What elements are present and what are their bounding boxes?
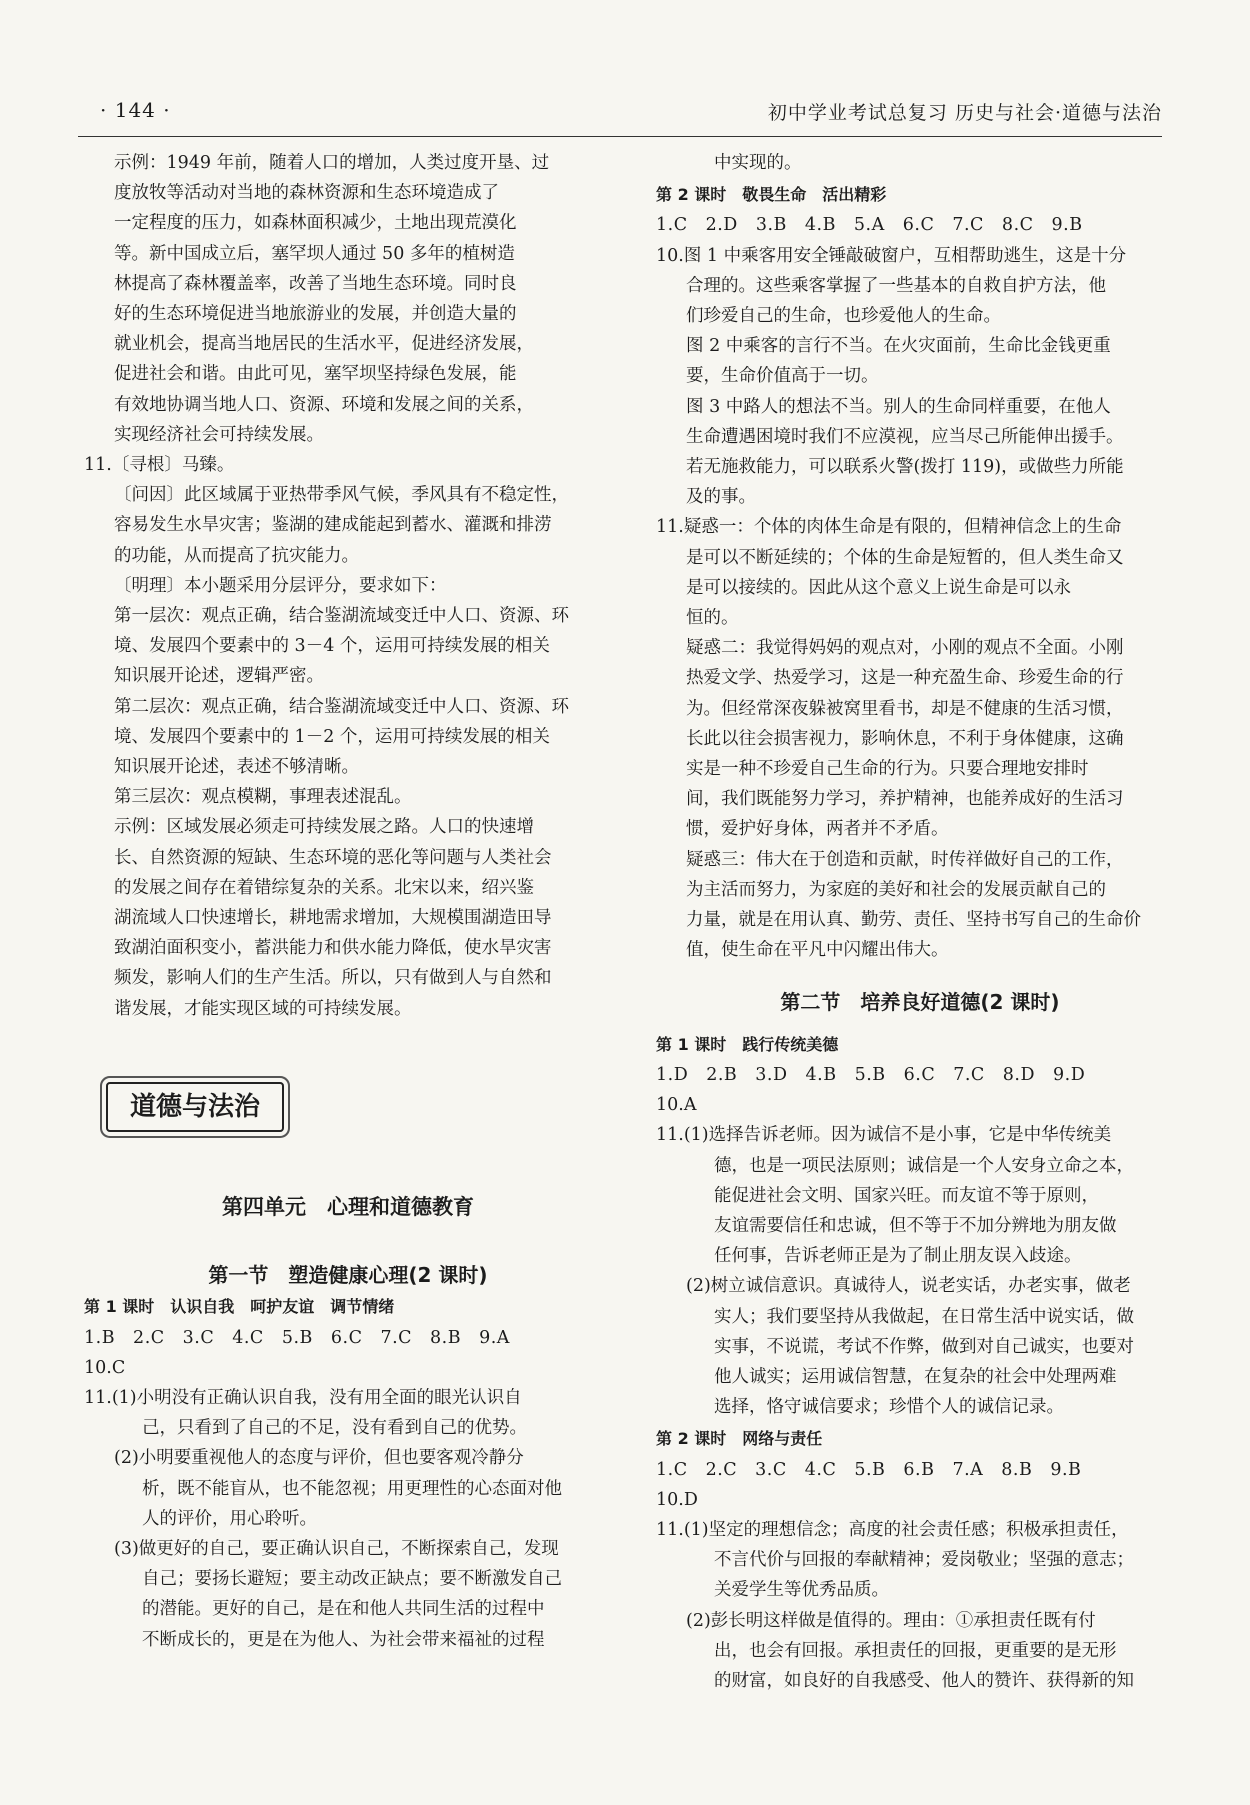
answer-line: 1.C 2.D 3.B 4.B 5.A 6.C 7.C 8.C 9.B: [656, 215, 1083, 236]
text-line: 示例：区域发展必须走可持续发展之路。人口的快速增: [114, 817, 534, 838]
text-line: 长、自然资源的短缺、生态环境的恶化等问题与人类社会: [114, 847, 552, 868]
text-line: 人的评价，用心聆听。: [142, 1508, 317, 1529]
text-line: 值，使生命在平凡中闪耀出伟大。: [686, 940, 949, 961]
text-line: 热爱文学、热爱学习，这是一种充盈生命、珍爱生命的行: [686, 668, 1124, 689]
text-line: 谐发展，才能实现区域的可持续发展。: [114, 998, 412, 1019]
text-line: 频发，影响人们的生产生活。所以，只有做到人与自然和: [114, 968, 552, 989]
answer-line: 1.D 2.B 3.D 4.B 5.B 6.C 7.C 8.D 9.D: [656, 1064, 1086, 1085]
text-line: 任何事，告诉老师正是为了制止朋友误入歧途。: [714, 1246, 1082, 1267]
right-column: [656, 148, 1184, 1696]
text-line: 知识展开论述，逻辑严密。: [114, 666, 324, 687]
text-line: 实现经济社会可持续发展。: [114, 424, 324, 445]
answer-line: 10.A: [656, 1095, 697, 1116]
text-line: 〔问因〕此区域属于亚热带季风气候，季风具有不稳定性，: [114, 485, 569, 506]
text-line: 10.图 1 中乘客用安全锤敲破窗户，互相帮助逃生，这是十分: [656, 245, 1127, 266]
text-line: 是可以接续的。因此从这个意义上说生命是可以永: [686, 577, 1071, 598]
text-line: (3)做更好的自己，要正确认识自己，不断探索自己，发现: [114, 1538, 559, 1559]
text-line: 图 2 中乘客的言行不当。在火灾面前，生命比金钱更重: [686, 336, 1111, 357]
text-line: 合理的。这些乘客掌握了一些基本的自救自护方法，他: [686, 275, 1106, 296]
text-line: 不断成长的，更是在为他人、为社会带来福祉的过程: [142, 1629, 545, 1650]
text-line: 等。新中国成立后，塞罕坝人通过 50 多年的植树造: [114, 243, 515, 264]
lesson-title: 第 1 课时 认识自我 呵护友谊 调节情绪: [84, 1297, 395, 1317]
text-line: 致湖泊面积变小，蓄洪能力和供水能力降低，使水旱灾害: [114, 938, 552, 959]
lesson-title: 第 2 课时 敬畏生命 活出精彩: [656, 185, 887, 205]
text-line: 度放牧等活动对当地的森林资源和生态环境造成了: [114, 183, 499, 204]
text-line: 中实现的。: [714, 153, 802, 173]
text-line: 境、发展四个要素中的 1－2 个，运用可持续发展的相关: [114, 726, 550, 747]
text-line: 湖流域人口快速增长，耕地需求增加，大规模围湖造田导: [114, 908, 552, 929]
text-line: 11.(1)选择告诉老师。因为诚信不是小事，它是中华传统美: [656, 1125, 1112, 1146]
text-line: 容易发生水旱灾害；鉴湖的建成能起到蓄水、灌溉和排涝: [114, 515, 552, 536]
text-line: 实人；我们要坚持从我做起，在日常生活中说实话，做: [714, 1306, 1134, 1327]
section-title: 第二节 培养良好道德(2 课时): [780, 990, 1060, 1015]
text-line: (2)小明要重视他人的态度与评价，但也要客观冷静分: [114, 1448, 524, 1469]
text-line: 促进社会和谐。由此可见，塞罕坝坚持绿色发展，能: [114, 364, 517, 385]
text-line: 他人诚实；运用诚信智慧，在复杂的社会中处理两难: [714, 1366, 1117, 1387]
text-line: 11.疑惑一：个体的肉体生命是有限的，但精神信念上的生命: [656, 517, 1122, 538]
banner-wrap: [106, 1082, 612, 1146]
subject-banner: 道德与法治: [106, 1082, 284, 1132]
text-line: (2)彭长明这样做是值得的。理由：①承担责任既有付: [686, 1610, 1096, 1631]
text-line: 林提高了森林覆盖率，改善了当地生态环境。同时良: [114, 273, 517, 294]
text-line: 第一层次：观点正确，结合鉴湖流域变迁中人口、资源、环: [114, 606, 569, 627]
text-line: 惯，爱护好身体，两者并不矛盾。: [686, 819, 949, 840]
lesson-title: 第 1 课时 践行传统美德: [656, 1034, 839, 1054]
text-line: 出，也会有回报。承担责任的回报，更重要的是无形: [714, 1640, 1117, 1661]
answer-line: 10.D: [656, 1489, 698, 1510]
text-line: 第二层次：观点正确，结合鉴湖流域变迁中人口、资源、环: [114, 696, 569, 717]
text-line: 〔明理〕本小题采用分层评分，要求如下：: [114, 575, 447, 596]
text-line: 德，也是一项民法原则；诚信是一个人安身立命之本，: [714, 1155, 1134, 1176]
text-line: 为主活而努力，为家庭的美好和社会的发展贡献自己的: [686, 879, 1106, 900]
answer-line: 1.B 2.C 3.C 4.C 5.B 6.C 7.C 8.B 9.A: [84, 1327, 510, 1348]
text-line: 要，生命价值高于一切。: [686, 366, 879, 387]
text-line: 自己；要扬长避短；要主动改正缺点；要不断激发自己: [142, 1569, 562, 1590]
book-title: 初中学业考试总复习 历史与社会·道德与法治: [767, 102, 1162, 124]
text-line: 恒的。: [686, 608, 739, 629]
text-line: 实是一种不珍爱自己生命的行为。只要合理地安排时: [686, 759, 1089, 780]
text-line: 们珍爱自己的生命，也珍爱他人的生命。: [686, 306, 1001, 327]
text-line: 若无施救能力，可以联系火警(拨打 119)，或做些力所能: [686, 457, 1124, 478]
text-line: 示例：1949 年前，随着人口的增加，人类过度开垦、过: [114, 153, 550, 173]
text-line: 的财富，如良好的自我感受、他人的赞许、获得新的知: [714, 1670, 1134, 1691]
text-line: 实事，不说谎，考试不作弊，做到对自己诚实，也要对: [714, 1336, 1134, 1357]
answer-line: 1.C 2.C 3.C 4.C 5.B 6.B 7.A 8.B 9.B: [656, 1459, 1082, 1480]
answer-line: 10.C: [84, 1357, 126, 1378]
text-line: 疑惑二：我觉得妈妈的观点对，小刚的观点不全面。小刚: [686, 638, 1124, 659]
answer-11: 11.〔寻根〕马臻。: [84, 455, 235, 476]
text-line: 就业机会，提高当地居民的生活水平，促进经济发展，: [114, 334, 534, 355]
section-title: 第一节 塑造健康心理(2 课时): [208, 1263, 488, 1288]
text-line: 境、发展四个要素中的 3－4 个，运用可持续发展的相关: [114, 636, 550, 657]
text-line: 力量，就是在用认真、勤劳、责任、坚持书写自己的生命价: [686, 910, 1141, 931]
text-line: 间，我们既能努力学习，养护精神，也能养成好的生活习: [686, 789, 1124, 810]
page-header: [78, 92, 1162, 137]
text-line: 选择，恪守诚信要求；珍惜个人的诚信记录。: [714, 1397, 1064, 1418]
text-line: 能促进社会文明、国家兴旺。而友谊不等于原则，: [714, 1185, 1099, 1206]
left-column: [84, 148, 612, 1655]
text-line: 一定程度的压力，如森林面积减少，土地出现荒漠化: [114, 213, 517, 234]
text-line: 好的生态环境促进当地旅游业的发展，并创造大量的: [114, 304, 517, 325]
text-line: 知识展开论述，表述不够清晰。: [114, 757, 359, 778]
text-line: 11.(1)坚定的理想信念；高度的社会责任感；积极承担责任，: [656, 1519, 1129, 1540]
text-line: 长此以往会损害视力，影响休息，不利于身体健康，这确: [686, 728, 1124, 749]
page-number: · 144 ·: [100, 98, 171, 122]
text-line: 图 3 中路人的想法不当。别人的生命同样重要，在他人: [686, 396, 1111, 417]
text-line: 是可以不断延续的；个体的生命是短暂的，但人类生命又: [686, 547, 1124, 568]
text-line: 友谊需要信任和忠诚，但不等于不加分辨地为朋友做: [714, 1215, 1117, 1236]
text-line: 关爱学生等优秀品质。: [714, 1580, 889, 1601]
text-line: 不言代价与回报的奉献精神；爱岗敬业；坚强的意志；: [714, 1550, 1134, 1571]
text-line: (2)树立诚信意识。真诚待人，说老实话，办老实事，做老: [686, 1276, 1131, 1297]
text-line: 的功能，从而提高了抗灾能力。: [114, 545, 359, 566]
text-line: 的潜能。更好的自己，是在和他人共同生活的过程中: [142, 1599, 545, 1620]
text-line: 疑惑三：伟大在于创造和贡献，时传祥做好自己的工作，: [686, 849, 1124, 870]
text-line: 己，只看到了自己的不足，没有看到自己的优势。: [142, 1418, 527, 1439]
text-line: 生命遭遇困境时我们不应漠视，应当尽己所能伸出援手。: [686, 426, 1124, 447]
text-line: 有效地协调当地人口、资源、环境和发展之间的关系，: [114, 394, 534, 415]
text-line: 为。但经常深夜躲被窝里看书，却是不健康的生活习惯，: [686, 698, 1124, 719]
lesson-title: 第 2 课时 网络与责任: [656, 1429, 823, 1449]
text-line: 的发展之间存在着错综复杂的关系。北宋以来，绍兴鉴: [114, 877, 534, 898]
unit-title: 第四单元 心理和道德教育: [222, 1194, 474, 1219]
text-line: 第三层次：观点模糊，事理表述混乱。: [114, 787, 412, 808]
text-line: 11.(1)小明没有正确认识自我，没有用全面的眼光认识自: [84, 1387, 522, 1408]
text-line: 及的事。: [686, 487, 756, 508]
text-line: 析，既不能盲从，也不能忽视；用更理性的心态面对他: [142, 1478, 562, 1499]
